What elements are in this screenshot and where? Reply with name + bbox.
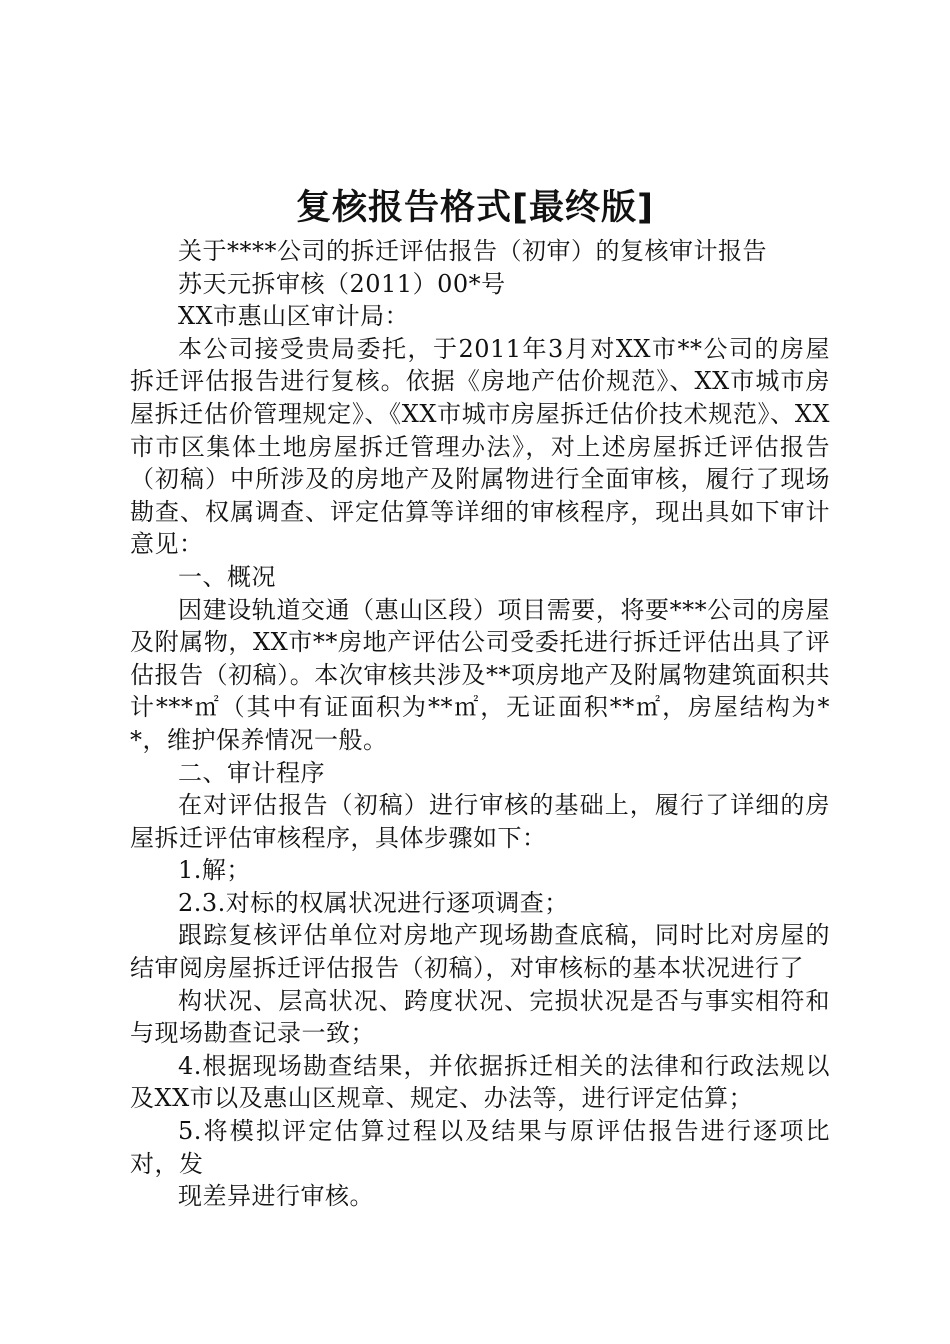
section-heading-procedure: 二、审计程序: [178, 758, 325, 787]
step-5-continuation: 现差异进行审核。: [178, 1182, 374, 1211]
tracking-paragraph: 跟踪复核评估单位对房地产现场勘查底稿，同时比对房屋的结审阅房屋拆迁评估报告（初稿），对审核标的基本状况进行了: [130, 921, 830, 983]
report-number: 苏天元拆审核（2011）00*号: [178, 269, 506, 298]
intro-paragraph: 本公司接受贵局委托，于2011年3月对XX市**公司的房屋拆迁评估报告进行复核。依据《房地产估价规范》、XX市城市房屋拆迁估价管理规定》、《XX市城市房屋拆迁估价技术规范》、XX市市区集体土地房屋拆迁管理办法》，对上述房屋拆迁评估报告（初稿）中所涉及的房地产及附属物进行全面审核，履行了现场勘查、权属调查、评定估算等详细的审核程序，现出具如下审计意见：: [130, 334, 830, 559]
procedure-intro-paragraph: 在对评估报告（初稿）进行审核的基础上，履行了详细的房屋拆迁评估审核程序，具体步骤如下：: [130, 791, 830, 852]
step-4: 4.根据现场勘查结果，并依据拆迁相关的法律和行政法规以及XX市以及惠山区规章、规定、办法等，进行评定估算；: [130, 1051, 830, 1113]
step-1: 1.解；: [178, 856, 251, 885]
step-5: 5.将模拟评定估算过程以及结果与原评估报告进行逐项比对，发: [130, 1117, 830, 1178]
addressee: XX市惠山区审计局：: [178, 302, 410, 331]
document-title: 复核报告格式[最终版]: [296, 188, 654, 228]
overview-paragraph: 因建设轨道交通（惠山区段）项目需要，将要***公司的房屋及附属物，XX市**房地产评估公司受委托进行拆迁评估出具了评估报告（初稿）。本次审核共涉及**项房地产及附属物建筑面积共计***㎡（其中有证面积为**㎡，无证面积**㎡，房屋结构为**，维护保养情况一般。: [130, 595, 830, 754]
structure-paragraph: 构状况、层高状况、跨度状况、完损状况是否与事实相符和与现场勘查记录一致；: [130, 986, 830, 1048]
report-subject: 关于****公司的拆迁评估报告（初审）的复核审计报告: [178, 237, 767, 265]
section-heading-overview: 一、概况: [178, 562, 276, 591]
step-2-3: 2.3.对标的权属状况进行逐项调查；: [178, 888, 569, 917]
document-body: [130, 235, 830, 1213]
